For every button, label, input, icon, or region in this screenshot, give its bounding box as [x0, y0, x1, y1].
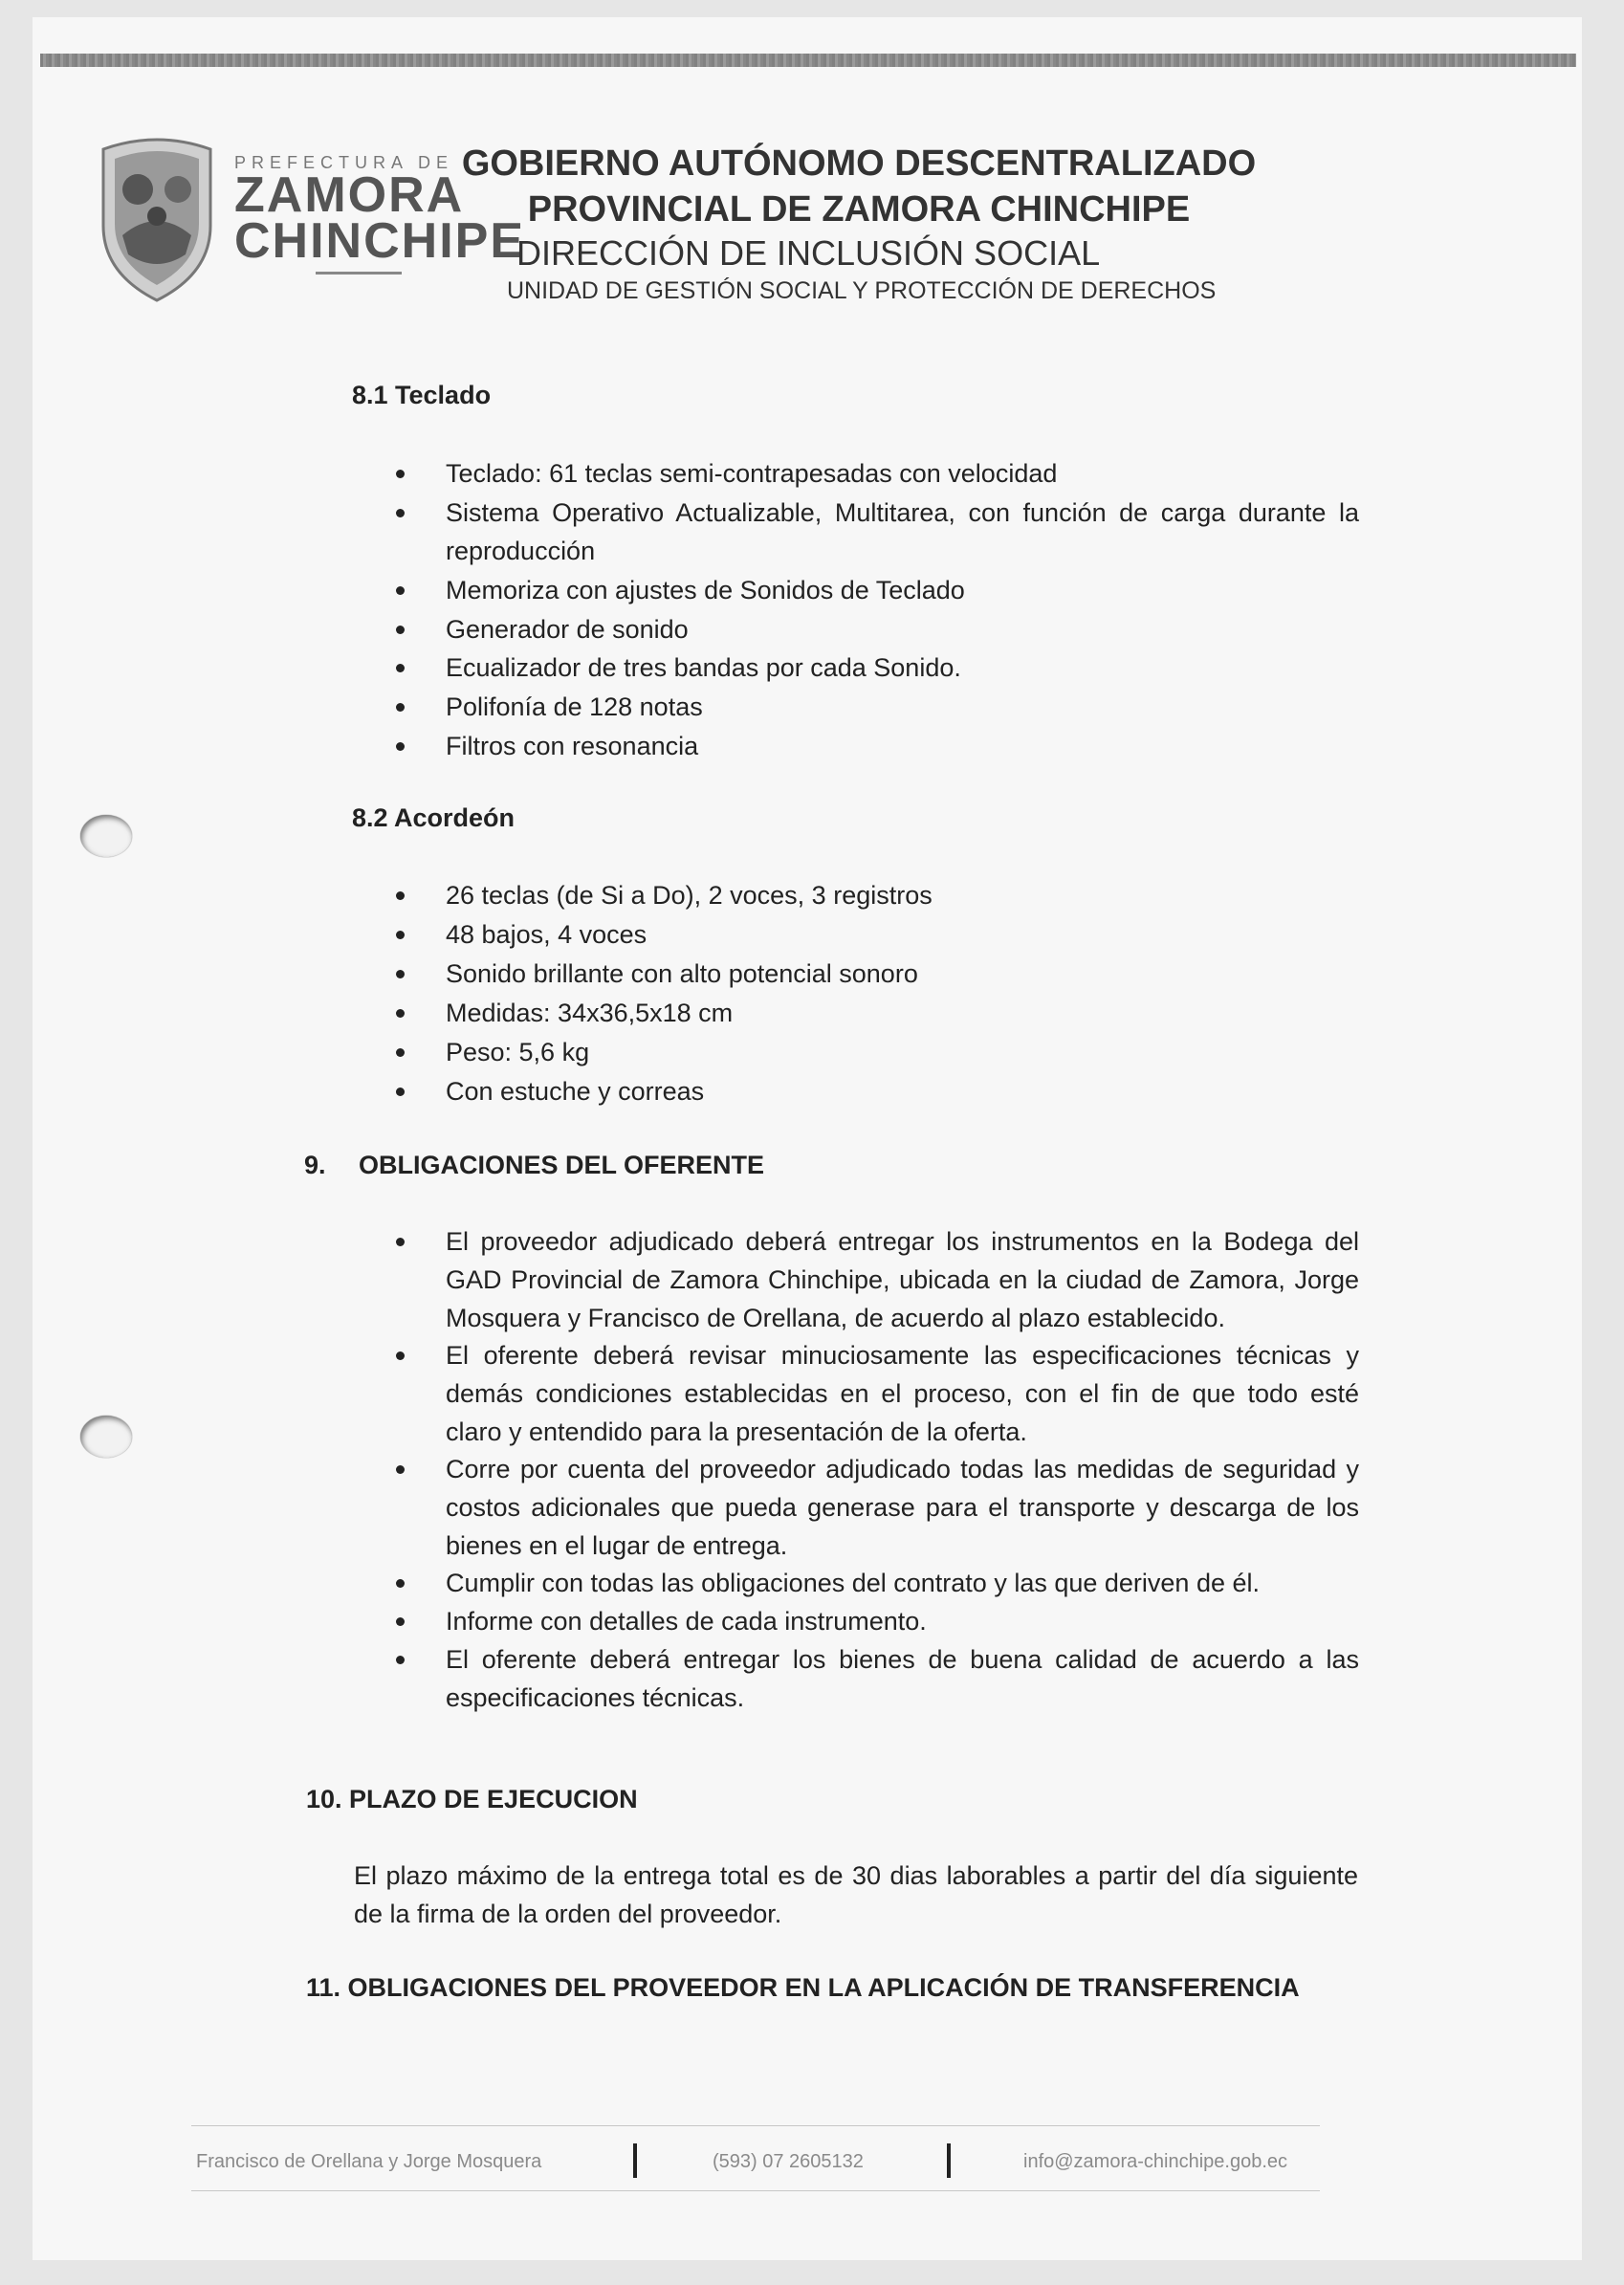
section-heading-plazo: 10. PLAZO DE EJECUCION — [306, 1785, 638, 1813]
plazo-paragraph: El plazo máximo de la entrega total es de 30 dias laborables a partir del día siguiente de la firma de la orden del proveedor. — [354, 1861, 1358, 1928]
bullet — [396, 1465, 405, 1474]
punch-hole-bottom — [80, 1416, 132, 1458]
logo-zamora-text: ZAMORA — [234, 167, 465, 223]
list-item: Medidas: 34x36,5x18 cm — [446, 999, 734, 1027]
bullet — [396, 1009, 405, 1018]
list-item: El oferente deberá entregar los bienes de buena calidad de acuerdo a las especificaciones técnicas. — [446, 1645, 1359, 1712]
bullet — [396, 970, 405, 978]
list-item: El proveedor adjudicado deberá entregar los instrumentos en la Bodega del GAD Provincial de Zamora Chinchipe, ubicada en la ciudad de Zamora, Jorge Mosquera y Francisco de Orellana, de acuerdo al plazo establecido. — [446, 1227, 1359, 1332]
bullet — [396, 703, 405, 712]
bullet — [396, 1088, 405, 1096]
list-item: Cumplir con todas las obligaciones del contrato y las que deriven de él. — [446, 1569, 1260, 1597]
bullet — [396, 1579, 405, 1588]
punch-hole-top — [80, 815, 132, 857]
bullet — [396, 1656, 405, 1664]
list-item: Informe con detalles de cada instrumento. — [446, 1607, 927, 1636]
bullet — [396, 891, 405, 900]
list-item: Con estuche y correas — [446, 1077, 705, 1106]
header-title-line2: PROVINCIAL DE ZAMORA CHINCHIPE — [527, 189, 1191, 230]
list-item: Peso: 5,6 kg — [446, 1038, 590, 1066]
list-item: Teclado: 61 teclas semi-contrapesadas con velocidad — [446, 459, 1058, 488]
footer-separator — [947, 2143, 951, 2178]
footer-phone: (593) 07 2605132 — [713, 2151, 864, 2172]
footer-email: info@zamora-chinchipe.gob.ec — [1023, 2151, 1288, 2172]
bullet — [396, 1048, 405, 1057]
bullet — [396, 626, 405, 634]
bullet — [396, 586, 405, 595]
footer-rule-bottom — [191, 2190, 1320, 2191]
list-item: Sistema Operativo Actualizable, Multitarea, con función de carga durante la reproducción — [446, 498, 1359, 565]
footer-separator — [633, 2143, 637, 2178]
list-item: Polifonía de 128 notas — [446, 692, 703, 721]
bullet — [396, 470, 405, 478]
section-number-9: 9. — [304, 1151, 326, 1179]
logo-underline — [316, 272, 402, 275]
header-direction: DIRECCIÓN DE INCLUSIÓN SOCIAL — [516, 233, 1101, 273]
list-item: Corre por cuenta del proveedor adjudicado todas las medidas de seguridad y costos adicionales que pueda generase para el transporte y descarga de los bienes en el lugar de entrega. — [446, 1455, 1359, 1560]
section-heading-acordeon: 8.2 Acordeón — [352, 803, 516, 832]
bullet — [396, 742, 405, 751]
section-heading-transferencia: 11. OBLIGACIONES DEL PROVEEDOR EN LA APLICACIÓN DE TRANSFERENCIA — [306, 1973, 1300, 2002]
letterhead — [0, 0, 1624, 344]
section-heading-teclado: 8.1 Teclado — [352, 381, 492, 409]
footer-rule-top — [191, 2125, 1320, 2126]
bullet — [396, 1351, 405, 1360]
list-item: Sonido brillante con alto potencial sonoro — [446, 959, 918, 988]
list-item: Memoriza con ajustes de Sonidos de Teclado — [446, 576, 965, 604]
header-unit: UNIDAD DE GESTIÓN SOCIAL Y PROTECCIÓN DE DERECHOS — [507, 277, 1217, 304]
prefecture-shield-logo — [94, 130, 220, 304]
section-heading-obligaciones: OBLIGACIONES DEL OFERENTE — [359, 1151, 765, 1179]
list-item: El oferente deberá revisar minuciosamente las especificaciones técnicas y demás condiciones establecidas en el proceso, con el fin de que todo esté claro y entendido para la presentación de la oferta. — [446, 1341, 1359, 1446]
list-item: Ecualizador de tres bandas por cada Sonido. — [446, 653, 961, 682]
logo-prefectura-text: PREFECTURA DE — [234, 153, 454, 172]
bullet — [396, 509, 405, 517]
list-item: 48 bajos, 4 voces — [446, 920, 647, 949]
list-item: 26 teclas (de Si a Do), 2 voces, 3 registros — [446, 881, 933, 910]
bullet — [396, 1238, 405, 1246]
list-item: Generador de sonido — [446, 615, 689, 644]
bullet — [396, 1617, 405, 1626]
bullet — [396, 931, 405, 939]
list-item: Filtros con resonancia — [446, 732, 699, 760]
logo-chinchipe-text: CHINCHIPE — [234, 213, 526, 269]
header-title-line1: GOBIERNO AUTÓNOMO DESCENTRALIZADO — [461, 143, 1257, 184]
bullet — [396, 664, 405, 672]
footer-address: Francisco de Orellana y Jorge Mosquera — [196, 2151, 542, 2172]
